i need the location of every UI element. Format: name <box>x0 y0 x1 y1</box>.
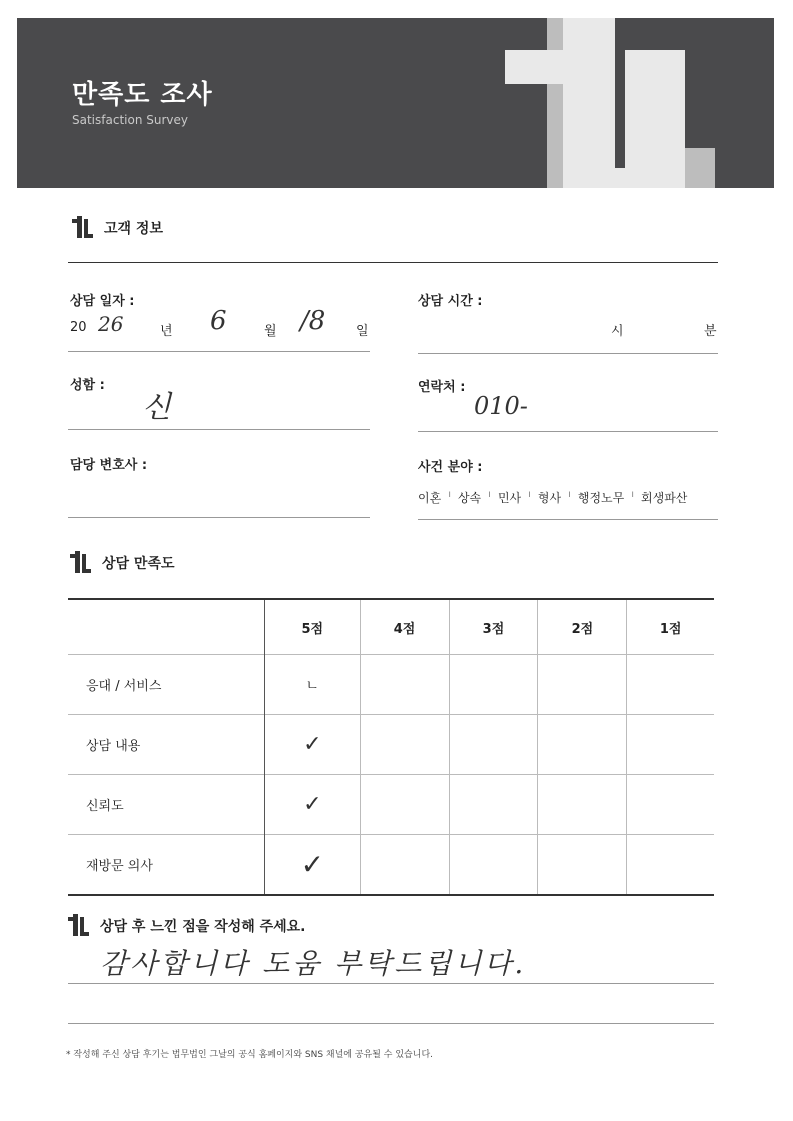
case-option-criminal[interactable]: 형사 <box>537 491 562 505</box>
footnote: * 작성해 주신 상담 후기는 법무법인 그날의 공식 홈페이지와 SNS 채널에 공유될 수 있습니다. <box>66 1050 434 1060</box>
page-subtitle: Satisfaction Survey <box>72 113 188 127</box>
name-handwritten: 신 <box>142 390 171 425</box>
contact-label: 연락처 : <box>418 380 466 395</box>
time-label: 상담 시간 : <box>418 294 483 309</box>
name-label: 성함 : <box>70 378 105 393</box>
case-option-civil[interactable]: 민사 <box>497 491 522 505</box>
satisfaction-table <box>68 598 714 896</box>
table-header-row <box>68 599 714 655</box>
score-cell[interactable] <box>265 655 361 715</box>
score-cell[interactable] <box>449 715 538 775</box>
score-cell[interactable] <box>360 835 449 896</box>
score-cell[interactable] <box>265 715 361 775</box>
score-cell[interactable] <box>627 835 714 896</box>
name-underline <box>68 429 370 430</box>
score-cell[interactable] <box>538 775 627 835</box>
row-label: 재방문 의사 <box>68 835 265 896</box>
case-option-divorce[interactable]: 이혼 <box>418 491 442 505</box>
row-label: 응대 / 서비스 <box>68 655 265 715</box>
check-mark: ㄴ <box>305 677 320 694</box>
case-option-bankruptcy[interactable]: 회생파산 <box>641 491 688 505</box>
column-score-5: 5점 <box>265 599 361 655</box>
table-row <box>68 655 714 715</box>
header-banner <box>17 18 774 188</box>
case-option-admin-labor[interactable]: 행정노무 <box>577 491 625 505</box>
case-underline <box>418 519 718 520</box>
section-comment-title: 상담 후 느낀 점을 작성해 주세요. <box>100 919 306 935</box>
date-underline <box>68 351 370 352</box>
score-cell[interactable] <box>538 835 627 896</box>
comment-line-2 <box>68 1023 714 1024</box>
brand-logo-icon <box>505 18 735 188</box>
column-score-3: 3점 <box>449 599 538 655</box>
score-cell[interactable] <box>627 775 714 835</box>
page-title: 만족도 조사 <box>72 80 213 110</box>
section-satisfaction-title: 상담 만족도 <box>102 556 175 572</box>
contact-underline <box>418 431 718 432</box>
table-row <box>68 775 714 835</box>
column-score-4: 4점 <box>360 599 449 655</box>
date-month-handwritten: 6 <box>210 306 227 336</box>
brand-mark-icon <box>70 551 92 575</box>
row-label: 상담 내용 <box>68 715 265 775</box>
score-cell[interactable] <box>360 655 449 715</box>
section-customer-title: 고객 정보 <box>104 221 163 237</box>
brand-mark-icon <box>72 216 94 240</box>
case-option-inheritance[interactable]: 상속 <box>457 491 482 505</box>
score-cell[interactable] <box>538 715 627 775</box>
column-score-1: 1점 <box>627 599 714 655</box>
column-score-2: 2점 <box>538 599 627 655</box>
score-cell[interactable] <box>538 655 627 715</box>
time-hour-suffix: 시 <box>611 324 624 339</box>
date-label: 상담 일자 : <box>70 294 135 309</box>
table-corner <box>68 599 265 655</box>
score-cell[interactable] <box>360 715 449 775</box>
time-minute-suffix: 분 <box>704 324 717 339</box>
score-cell[interactable] <box>627 715 714 775</box>
date-year-handwritten: 26 <box>98 312 124 336</box>
score-cell[interactable] <box>265 775 361 835</box>
section-satisfaction-header <box>70 551 175 575</box>
divider <box>68 262 718 263</box>
case-label: 사건 분야 : <box>418 460 483 475</box>
score-cell[interactable] <box>449 655 538 715</box>
lawyer-label: 담당 변호사 : <box>70 458 148 473</box>
check-mark: ✓ <box>303 792 322 817</box>
date-day-suffix: 일 <box>356 324 369 339</box>
time-underline <box>418 353 718 354</box>
score-cell[interactable] <box>449 835 538 896</box>
score-cell[interactable] <box>627 655 714 715</box>
score-cell[interactable] <box>449 775 538 835</box>
comment-line-1 <box>68 983 714 984</box>
score-cell[interactable] <box>265 835 361 896</box>
section-customer-header <box>72 216 163 240</box>
score-cell[interactable] <box>360 775 449 835</box>
check-mark: ✓ <box>303 732 322 757</box>
section-comment-header <box>68 914 306 938</box>
date-year-suffix: 년 <box>160 324 173 339</box>
check-mark: ✓ <box>300 848 325 881</box>
date-day-handwritten: /8 <box>300 306 326 336</box>
brand-mark-icon <box>68 914 90 938</box>
table-row <box>68 715 714 775</box>
date-year-prefix: 20 <box>70 320 87 335</box>
contact-handwritten: 010- <box>474 392 528 420</box>
date-month-suffix: 월 <box>264 324 277 339</box>
lawyer-underline <box>68 517 370 518</box>
table-row <box>68 835 714 896</box>
row-label: 신뢰도 <box>68 775 265 835</box>
case-options: 이혼 ı 상속 ı 민사 ı 형사 ı 행정노무 ı 회생파산 <box>418 489 688 505</box>
comment-handwritten: 감사합니다 도움 부탁드립니다. <box>100 947 527 980</box>
